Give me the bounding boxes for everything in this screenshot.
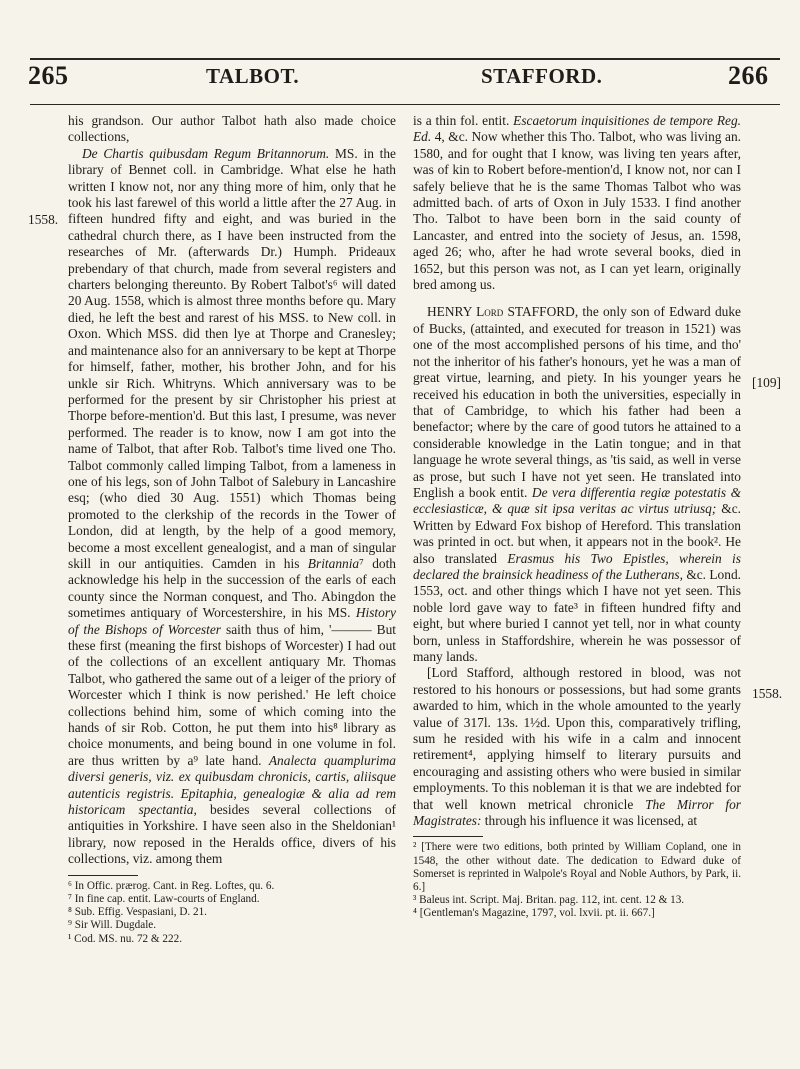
right-paragraph-2 [413,304,741,665]
right-mirror-title: The Mirror for Magistrates: [413,796,741,829]
left-footnote-rule [68,875,138,876]
left-margin-year: 1558. [28,212,59,227]
right-paragraph-3 [413,665,741,829]
left-footnote: ¹ Cod. MS. nu. 72 & 222. [68,932,182,945]
right-footnote: ³ Baleus int. Script. Maj. Britan. pag. 112, int. cent. 12 & 13. [413,894,685,907]
right-footnote-rule [413,836,483,837]
right-text-c: the only son of Edward duke of Bucks, (attainted, and executed for treason in 1521) was one of the most accomplished persons of his time, and tho' not the inheritor of his father's honours, yet he was a man of great virtue, learning, and piety. In his younger years he received his education in both the universities, especially in that of Cambridge, to which his father had been a benefactor; where by the care of good tutors he attained to a considerable knowledge in the Latin tongue; and in that language he wrote several things, as 'tis said, as well in verse as prose, but such I have not yet seen. He translated into English a book entit. [413,304,741,500]
right-text-b: 4, &c. Now whether this Tho. Talbot, who was living an. 1580, and for ought that I know, was living ten years after, was of kin to Robert before-mention'd, I know not, nor can I safely believe that he is the same Thomas Talbot who was admitted bach. of arts of Oxon in July 1533. I find another Tho. Talbot to have been born in the said county of Lancaster, and entred into the society of Jesus, an. 1598, aged 26; who, after he had wrote several books, died in 1652, but this person was not, as I can yet learn, originally bred among us. [413,129,741,293]
left-history-title: History of the Bishops of Worcester [68,605,396,637]
right-running-title: STAFFORD. [481,64,603,88]
left-page-number: 265 [28,61,69,90]
left-footnote: ⁸ Sub. Effig. Vespasiani, D. 21. [68,906,207,919]
right-text-e: &c. Lond. 1553, oct. and other things which I have not yet seen. This noble lord gave way to fate³ in fifteen hundred fifty and eight, but where buried I cannot yet tell, nor in what county born, unless in Staffordshire, wherein he was possessor of many lands. [413,566,741,664]
left-text-d: besides several collections of antiquities in Yorkshire. I have seen also in the Sheldonian¹ library, now reposed in the Heralds office, divers of his collections, viz. among them [68,802,396,867]
left-text-a: MS. in the library of Bennet coll. in Cambridge. What else he hath written I know not, nor any thing more of him, only that he took his last farewel of this world a little after the 27 Aug. in fifteen hundred fifty and eight, and was buried in the cathedral church there, as I have been instructed from the researches of Mr. (afterwards Dr.) Humph. Prideaux prebendary of that church, made from several registers and charters belonging thereunto. By Robert Talbot's⁶ will dated 20 Aug. 1558, which is almost three months before qu. Mary died, he left the best and rarest of his MSS. to New coll. in Oxon. Which MSS. did then lye at Thorpe and Cranesley; and maintenance also for an anniversary to be kept at Thorpe for himself, father, mother, his brother John, and for his unkle sir Rich. Whitryns. Which anniversary was to be performed for the present by sir Christopher his priest at Thorpe before-mention'd. But this last, I presume, was never performed. The reader is to know, now I am got into the name of Talbot, that after Rob. Talbot's time lived one Tho. Talbot commonly called limping Talbot, from a lameness in one of his legs, son of John Talbot of Salebury in Lancashire esq; (who died 30 Aug. 1551) which Thomas being promoted to the clerkship of the records in the Tower of London, did at length, by the help of a good memory, become a most excellent genealogist, and a man of singular skill in our antiquities. Camden in his [68,145,396,571]
right-paragraph-1 [413,113,741,293]
right-column [413,113,741,921]
left-running-title: TALBOT. [206,64,300,88]
right-page-number: 266 [728,61,769,90]
header-rule-bottom [30,104,780,105]
right-text-d: &c. Written by Edward Fox bishop of Hereford. This translation was printed in oct. but when, it appears not in the book². He also translated [413,501,742,566]
right-escaetorum-title: Escaetorum inquisitiones de tempore Reg. Ed. [413,113,741,145]
right-footnote: ⁴ [Gentleman's Magazine, 1797, vol. lxvii. pt. ii. 667.] [413,907,655,920]
left-text-c: saith thus of him, '——— But these first (meaning the first bishops of Worcester) I had out of the collections of an excellent antiquary Mr. Thomas Talbot, who gathered the same out of a leiger of the priory of Worcester which I think is now perished.' He left choice collections behind him, some of which coming into the hands of sir Rob. Cotton, he put them into his⁸ library as choice monuments, and being bound in one volume in fol. are thus written by a⁹ late hand. [68,621,397,768]
right-text-a: is a thin fol. entit. [413,113,514,128]
left-analecta-title: Analecta quamplurima diversi generis, viz. ex quibusdam chronicis, cartis, aliisque autenticis registris. Epitaphia, genealogiæ & alia ad rem historicam spectantia, [68,752,396,818]
stafford-heading: HENRY Lord STAFFORD, [427,304,579,320]
right-text-f: [Lord Stafford, although restored in blood, was not restored to his honours or possessions, but had some grants awarded to him, which in the whole amounted to the yearly value of 317l. 13s. 1½d. Upon this, comparatively trifling, sum he resided with his wife in a calm and innocent retirement⁴, applying himself to literary pursuits and encouraging and assisting others who were busied in similar employments. To this nobleman it is that we are indebted for that well known metrical chronicle [413,665,741,812]
right-text-g: through his influence it was licensed, at [481,813,698,829]
header-rule-top [30,58,780,60]
left-work-title: De Chartis quibusdam Regum Britannorum. [82,145,330,161]
right-footnote: ² [There were two editions, both printed by William Copland, one in 1548, the other without date. The dedication to Edward duke of Somerset is reprinted in Walpole's Royal and Noble Authors, by Park, ii. 6.] [413,841,741,894]
right-margin-reference: [109] [752,375,782,390]
left-text-b: ⁷ doth acknowledge his help in the succession of the earls of each county since the Norman conquest, and Tho. Abingdon the sometimes antiquary of Worcestershire, in his MS. [68,555,396,621]
left-footnote: ⁷ In fine cap. entit. Law-courts of England. [68,892,260,905]
left-britannia-title: Britannia [307,555,360,571]
right-de-vera-title: De vera differentia regiæ potestatis & ecclesiasticæ, & quæ sit ipsa veritas ac virtus utriusq; [413,484,741,517]
right-margin-year: 1558. [752,686,783,701]
right-erasmus-title: Erasmus his Two Epistles, wherein is declared the brainsick headiness of the Lutherans, [413,550,741,582]
left-column [68,113,396,946]
left-footnote: ⁹ Sir Will. Dugdale. [68,919,157,932]
left-paragraph-2 [68,146,396,868]
left-paragraph-1: his grandson. Our author Talbot hath also made choice collections, [68,113,396,145]
left-footnote: ⁶ In Offic. prærog. Cant. in Reg. Loftes, qu. 6. [68,879,275,892]
